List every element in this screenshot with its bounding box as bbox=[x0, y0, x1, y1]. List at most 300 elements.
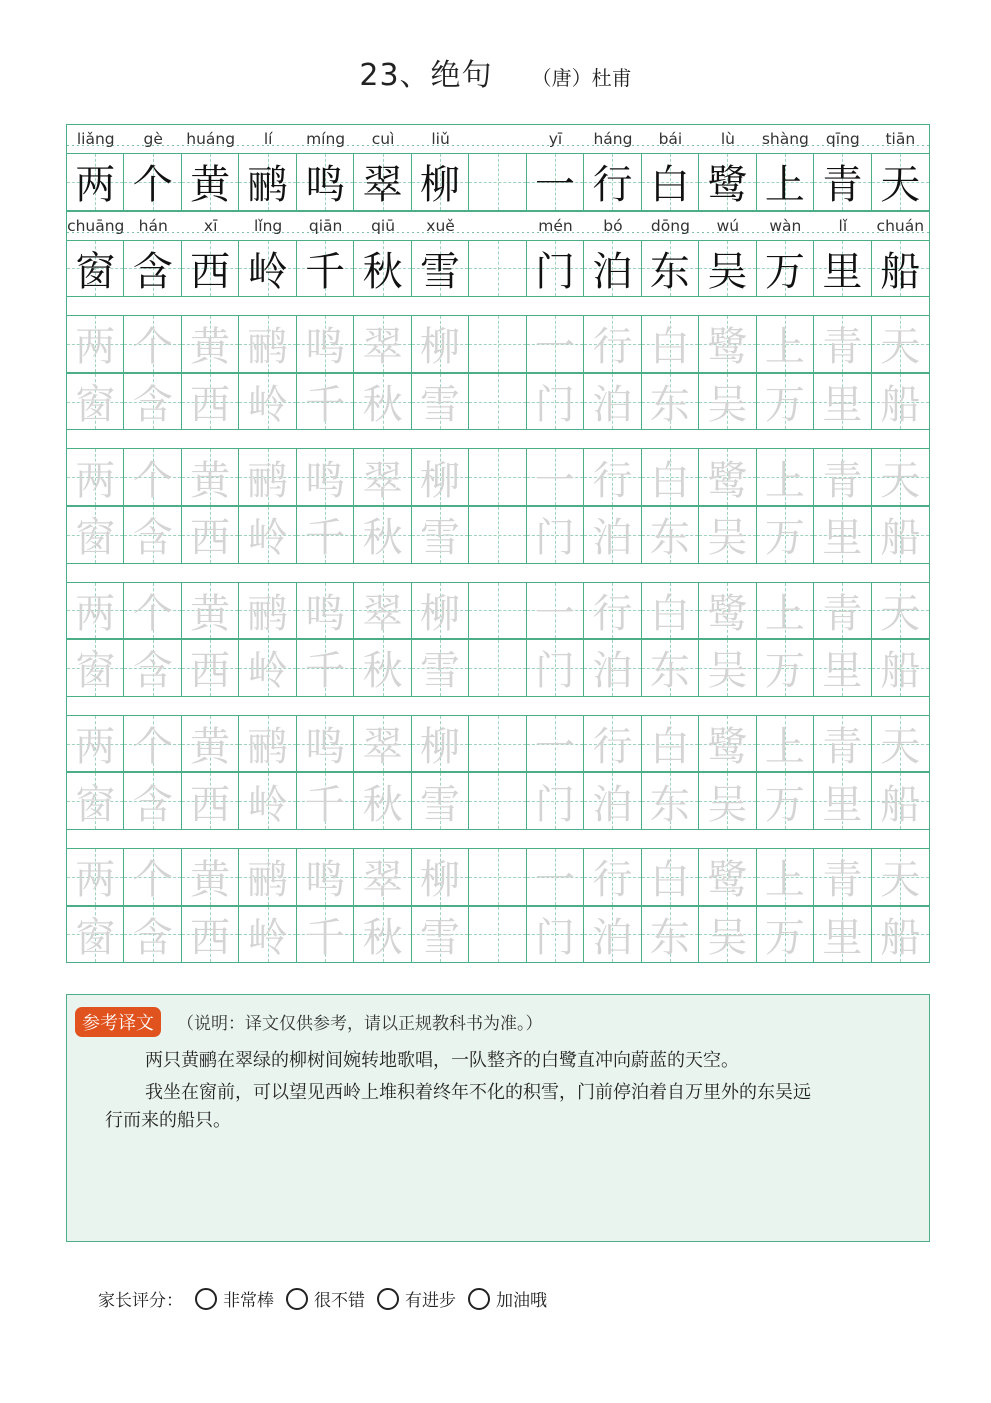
radio-circle-icon[interactable] bbox=[377, 1288, 399, 1310]
trace-cell[interactable] bbox=[124, 449, 181, 505]
trace-cell[interactable] bbox=[814, 316, 871, 372]
trace-cell[interactable] bbox=[584, 374, 641, 430]
trace-cell[interactable] bbox=[297, 849, 354, 905]
trace-cell[interactable] bbox=[67, 773, 124, 829]
trace-char: 西 bbox=[190, 914, 231, 961]
trace-char: 个 bbox=[132, 324, 173, 371]
trace-cell[interactable] bbox=[354, 716, 411, 772]
trace-char: 天 bbox=[880, 857, 921, 904]
trace-cell[interactable] bbox=[699, 907, 756, 963]
trace-cell[interactable] bbox=[412, 773, 469, 829]
trace-char: 泊 bbox=[592, 515, 633, 562]
trace-char: 船 bbox=[880, 515, 921, 562]
char-cell bbox=[757, 241, 814, 297]
trace-char: 窗 bbox=[75, 382, 116, 429]
trace-char: 一 bbox=[534, 857, 575, 904]
trace-char: 窗 bbox=[75, 515, 116, 562]
trace-cell[interactable] bbox=[814, 449, 871, 505]
pinyin-cell: huáng bbox=[186, 130, 236, 148]
trace-cell[interactable] bbox=[527, 449, 584, 505]
trace-cell[interactable] bbox=[67, 849, 124, 905]
trace-row bbox=[66, 639, 930, 697]
trace-char: 翠 bbox=[362, 457, 403, 504]
trace-cell[interactable] bbox=[67, 449, 124, 505]
trace-cell[interactable] bbox=[239, 640, 296, 696]
trace-char: 含 bbox=[132, 781, 173, 828]
pinyin-cell: qīng bbox=[825, 130, 860, 148]
trace-cell[interactable] bbox=[354, 907, 411, 963]
trace-cell[interactable] bbox=[642, 907, 699, 963]
trace-cell[interactable] bbox=[699, 849, 756, 905]
model-char: 雪 bbox=[420, 248, 461, 295]
trace-cell[interactable] bbox=[67, 316, 124, 372]
trace-cell[interactable] bbox=[354, 640, 411, 696]
trace-cell[interactable] bbox=[182, 849, 239, 905]
trace-cell[interactable] bbox=[642, 507, 699, 563]
trace-char: 柳 bbox=[420, 324, 461, 371]
trace-cell[interactable] bbox=[412, 374, 469, 430]
pinyin-cell: chuāng bbox=[67, 216, 125, 235]
trace-cell[interactable] bbox=[354, 507, 411, 563]
model-char: 秋 bbox=[362, 248, 403, 295]
trace-cell[interactable] bbox=[699, 316, 756, 372]
trace-cell[interactable] bbox=[872, 316, 929, 372]
model-char: 里 bbox=[822, 248, 863, 295]
trace-cell[interactable] bbox=[354, 849, 411, 905]
trace-char: 鹂 bbox=[247, 324, 288, 371]
trace-char: 黄 bbox=[190, 590, 231, 637]
pinyin-cell bbox=[469, 212, 526, 240]
trace-char: 西 bbox=[190, 648, 231, 695]
trace-char: 吴 bbox=[707, 515, 748, 562]
trace-cell[interactable] bbox=[642, 374, 699, 430]
trace-char: 青 bbox=[822, 857, 863, 904]
trace-cell[interactable] bbox=[527, 374, 584, 430]
model-char: 行 bbox=[592, 162, 633, 209]
trace-char: 行 bbox=[592, 857, 633, 904]
trace-cell[interactable] bbox=[182, 316, 239, 372]
trace-cell[interactable] bbox=[182, 449, 239, 505]
trace-char: 东 bbox=[649, 781, 690, 828]
trace-char: 鹭 bbox=[707, 724, 748, 771]
trace-char: 吴 bbox=[707, 382, 748, 429]
model-char: 鸣 bbox=[305, 162, 346, 209]
trace-cell[interactable] bbox=[182, 773, 239, 829]
trace-char: 翠 bbox=[362, 857, 403, 904]
char-cell bbox=[699, 241, 756, 297]
trace-cell[interactable] bbox=[469, 907, 526, 963]
practice-grid bbox=[66, 124, 930, 963]
trace-cell[interactable] bbox=[584, 716, 641, 772]
trace-cell[interactable] bbox=[67, 640, 124, 696]
trace-cell[interactable] bbox=[872, 374, 929, 430]
trace-char: 上 bbox=[764, 457, 805, 504]
trace-cell[interactable] bbox=[699, 583, 756, 639]
trace-cell[interactable] bbox=[872, 907, 929, 963]
trace-cell[interactable] bbox=[182, 507, 239, 563]
trace-char: 上 bbox=[764, 590, 805, 637]
trace-cell[interactable] bbox=[297, 907, 354, 963]
trace-char: 翠 bbox=[362, 590, 403, 637]
char-cell bbox=[872, 154, 929, 210]
trace-cell[interactable] bbox=[469, 849, 526, 905]
char-cell bbox=[182, 154, 239, 210]
trace-cell[interactable] bbox=[584, 583, 641, 639]
rating-option-good[interactable] bbox=[286, 1286, 365, 1311]
trace-char: 东 bbox=[649, 648, 690, 695]
trace-char: 东 bbox=[649, 382, 690, 429]
trace-cell[interactable] bbox=[469, 374, 526, 430]
translation-paragraph-2-cont: 行而来的船只。 bbox=[105, 1110, 231, 1131]
trace-char: 西 bbox=[190, 515, 231, 562]
pinyin-cell: yī bbox=[548, 130, 563, 148]
trace-char: 鹭 bbox=[707, 324, 748, 371]
trace-char: 秋 bbox=[362, 914, 403, 961]
trace-cell[interactable] bbox=[699, 507, 756, 563]
char-cell bbox=[527, 241, 584, 297]
trace-cell[interactable] bbox=[584, 449, 641, 505]
trace-cell[interactable] bbox=[527, 583, 584, 639]
trace-cell[interactable] bbox=[239, 374, 296, 430]
trace-char: 天 bbox=[880, 590, 921, 637]
trace-cell[interactable] bbox=[67, 507, 124, 563]
trace-cell[interactable] bbox=[297, 583, 354, 639]
trace-cell[interactable] bbox=[354, 449, 411, 505]
trace-cell[interactable] bbox=[297, 773, 354, 829]
trace-char: 个 bbox=[132, 590, 173, 637]
trace-char: 上 bbox=[764, 724, 805, 771]
trace-cell[interactable] bbox=[642, 716, 699, 772]
trace-char: 吴 bbox=[707, 648, 748, 695]
trace-cell[interactable] bbox=[412, 640, 469, 696]
trace-cell[interactable] bbox=[872, 773, 929, 829]
trace-cell[interactable] bbox=[239, 773, 296, 829]
model-char: 窗 bbox=[75, 248, 116, 295]
trace-cell[interactable] bbox=[469, 316, 526, 372]
trace-char: 鸣 bbox=[305, 590, 346, 637]
trace-cell[interactable] bbox=[814, 716, 871, 772]
trace-cell[interactable] bbox=[527, 316, 584, 372]
trace-cell[interactable] bbox=[297, 640, 354, 696]
trace-char: 门 bbox=[534, 781, 575, 828]
trace-cell[interactable] bbox=[124, 507, 181, 563]
trace-cell[interactable] bbox=[182, 583, 239, 639]
trace-cell[interactable] bbox=[412, 849, 469, 905]
trace-cell[interactable] bbox=[814, 907, 871, 963]
trace-char: 千 bbox=[305, 382, 346, 429]
trace-cell[interactable] bbox=[354, 316, 411, 372]
trace-char: 柳 bbox=[420, 590, 461, 637]
trace-char: 里 bbox=[822, 781, 863, 828]
trace-char: 柳 bbox=[420, 724, 461, 771]
pinyin-row-2 bbox=[66, 211, 930, 240]
trace-cell[interactable] bbox=[757, 849, 814, 905]
trace-cell[interactable] bbox=[67, 374, 124, 430]
model-char: 泊 bbox=[592, 248, 633, 295]
trace-char: 一 bbox=[534, 724, 575, 771]
trace-cell[interactable] bbox=[412, 583, 469, 639]
pinyin-cell: lǐ bbox=[838, 216, 848, 235]
trace-cell[interactable] bbox=[412, 507, 469, 563]
trace-row bbox=[66, 315, 930, 373]
trace-cell[interactable] bbox=[124, 583, 181, 639]
trace-cell[interactable] bbox=[757, 716, 814, 772]
model-char: 翠 bbox=[362, 162, 403, 209]
trace-cell[interactable] bbox=[814, 640, 871, 696]
pinyin-cell: gè bbox=[143, 130, 163, 148]
trace-cell[interactable] bbox=[584, 773, 641, 829]
trace-char: 万 bbox=[764, 781, 805, 828]
rating-option-label: 有进步 bbox=[405, 1291, 456, 1311]
trace-cell[interactable] bbox=[239, 907, 296, 963]
trace-char: 万 bbox=[764, 515, 805, 562]
pinyin-cell: bái bbox=[658, 130, 683, 148]
trace-cell[interactable] bbox=[814, 374, 871, 430]
trace-cell[interactable] bbox=[757, 773, 814, 829]
trace-cell[interactable] bbox=[297, 449, 354, 505]
trace-char: 行 bbox=[592, 724, 633, 771]
pinyin-cell: dōng bbox=[650, 216, 690, 235]
trace-cell[interactable] bbox=[527, 907, 584, 963]
trace-cell[interactable] bbox=[124, 907, 181, 963]
trace-cell[interactable] bbox=[412, 716, 469, 772]
trace-cell[interactable] bbox=[814, 773, 871, 829]
trace-char: 翠 bbox=[362, 724, 403, 771]
pinyin-cell: chuán bbox=[876, 216, 925, 235]
char-row-1 bbox=[66, 153, 930, 211]
trace-cell[interactable] bbox=[67, 716, 124, 772]
model-char: 门 bbox=[534, 248, 575, 295]
poem-author: （唐）杜甫 bbox=[531, 66, 632, 90]
trace-cell[interactable] bbox=[124, 716, 181, 772]
trace-cell[interactable] bbox=[872, 849, 929, 905]
trace-cell[interactable] bbox=[124, 374, 181, 430]
trace-char: 雪 bbox=[420, 382, 461, 429]
trace-char: 岭 bbox=[247, 515, 288, 562]
trace-cell[interactable] bbox=[527, 640, 584, 696]
trace-cell[interactable] bbox=[699, 374, 756, 430]
trace-char: 鸣 bbox=[305, 457, 346, 504]
trace-cell[interactable] bbox=[642, 449, 699, 505]
trace-char: 黄 bbox=[190, 724, 231, 771]
trace-cell[interactable] bbox=[757, 374, 814, 430]
page-title bbox=[0, 50, 991, 94]
trace-char: 柳 bbox=[420, 457, 461, 504]
trace-cell[interactable] bbox=[872, 449, 929, 505]
trace-cell[interactable] bbox=[239, 316, 296, 372]
trace-cell[interactable] bbox=[757, 907, 814, 963]
trace-cell[interactable] bbox=[584, 316, 641, 372]
trace-row bbox=[66, 506, 930, 564]
trace-char: 青 bbox=[822, 324, 863, 371]
char-cell bbox=[124, 241, 181, 297]
trace-cell[interactable] bbox=[872, 507, 929, 563]
trace-char: 西 bbox=[190, 382, 231, 429]
char-cell bbox=[699, 154, 756, 210]
char-cell bbox=[67, 241, 124, 297]
rating-option-keep-going[interactable] bbox=[468, 1286, 547, 1311]
trace-char: 鹂 bbox=[247, 457, 288, 504]
trace-char: 鹂 bbox=[247, 590, 288, 637]
trace-cell[interactable] bbox=[182, 907, 239, 963]
char-cell bbox=[642, 154, 699, 210]
trace-char: 门 bbox=[534, 515, 575, 562]
model-char: 西 bbox=[190, 248, 231, 295]
pinyin-cell: bó bbox=[603, 216, 623, 235]
trace-cell[interactable] bbox=[182, 716, 239, 772]
trace-char: 万 bbox=[764, 382, 805, 429]
trace-char: 船 bbox=[880, 382, 921, 429]
model-char: 鹭 bbox=[707, 162, 748, 209]
rating-option-improved[interactable] bbox=[377, 1286, 456, 1311]
trace-cell[interactable] bbox=[469, 449, 526, 505]
trace-cell[interactable] bbox=[642, 640, 699, 696]
char-cell bbox=[412, 241, 469, 297]
trace-cell[interactable] bbox=[584, 907, 641, 963]
rating-option-label: 很不错 bbox=[314, 1291, 365, 1311]
model-char: 白 bbox=[649, 162, 690, 209]
trace-cell[interactable] bbox=[814, 849, 871, 905]
trace-cell[interactable] bbox=[297, 716, 354, 772]
trace-char: 秋 bbox=[362, 648, 403, 695]
trace-cell[interactable] bbox=[354, 374, 411, 430]
trace-cell[interactable] bbox=[814, 583, 871, 639]
trace-cell[interactable] bbox=[584, 640, 641, 696]
trace-cell[interactable] bbox=[239, 507, 296, 563]
trace-cell[interactable] bbox=[642, 316, 699, 372]
trace-cell[interactable] bbox=[527, 849, 584, 905]
trace-cell[interactable] bbox=[642, 849, 699, 905]
trace-char: 里 bbox=[822, 648, 863, 695]
trace-char: 秋 bbox=[362, 382, 403, 429]
trace-cell[interactable] bbox=[584, 507, 641, 563]
trace-cell[interactable] bbox=[412, 316, 469, 372]
trace-cell[interactable] bbox=[699, 773, 756, 829]
trace-char: 秋 bbox=[362, 515, 403, 562]
radio-circle-icon[interactable] bbox=[468, 1288, 490, 1310]
trace-cell[interactable] bbox=[469, 773, 526, 829]
trace-cell[interactable] bbox=[469, 507, 526, 563]
trace-char: 门 bbox=[534, 914, 575, 961]
trace-cell[interactable] bbox=[239, 583, 296, 639]
trace-cell[interactable] bbox=[527, 716, 584, 772]
trace-cell[interactable] bbox=[699, 449, 756, 505]
trace-char: 一 bbox=[534, 457, 575, 504]
trace-cell[interactable] bbox=[354, 773, 411, 829]
trace-cell[interactable] bbox=[67, 907, 124, 963]
model-char: 一 bbox=[534, 162, 575, 209]
trace-cell[interactable] bbox=[757, 449, 814, 505]
model-char: 柳 bbox=[420, 162, 461, 209]
trace-cell[interactable] bbox=[699, 716, 756, 772]
trace-cell[interactable] bbox=[469, 583, 526, 639]
rating-option-excellent[interactable] bbox=[195, 1286, 274, 1311]
parent-rating bbox=[98, 1286, 547, 1311]
trace-char: 雪 bbox=[420, 914, 461, 961]
trace-cell[interactable] bbox=[584, 849, 641, 905]
row-gap bbox=[66, 430, 930, 448]
trace-cell[interactable] bbox=[297, 507, 354, 563]
trace-cell[interactable] bbox=[124, 316, 181, 372]
trace-cell[interactable] bbox=[124, 849, 181, 905]
trace-cell[interactable] bbox=[239, 716, 296, 772]
trace-char: 一 bbox=[534, 590, 575, 637]
trace-cell[interactable] bbox=[814, 507, 871, 563]
char-cell bbox=[584, 241, 641, 297]
trace-cell[interactable] bbox=[182, 374, 239, 430]
trace-char: 天 bbox=[880, 724, 921, 771]
trace-cell[interactable] bbox=[239, 849, 296, 905]
trace-cell[interactable] bbox=[412, 907, 469, 963]
trace-char: 千 bbox=[305, 515, 346, 562]
trace-cell[interactable] bbox=[872, 640, 929, 696]
model-char: 千 bbox=[305, 248, 346, 295]
model-char: 天 bbox=[880, 162, 921, 209]
trace-char: 上 bbox=[764, 324, 805, 371]
rating-label: 家长评分： bbox=[98, 1291, 183, 1311]
trace-char: 白 bbox=[649, 724, 690, 771]
char-cell bbox=[814, 154, 871, 210]
trace-cell[interactable] bbox=[412, 449, 469, 505]
trace-char: 里 bbox=[822, 382, 863, 429]
row-gap bbox=[66, 697, 930, 715]
trace-char: 鹭 bbox=[707, 857, 748, 904]
char-row-2 bbox=[66, 240, 930, 298]
trace-cell[interactable] bbox=[239, 449, 296, 505]
trace-char: 吴 bbox=[707, 914, 748, 961]
trace-cell[interactable] bbox=[757, 583, 814, 639]
trace-char: 行 bbox=[592, 457, 633, 504]
char-cell bbox=[584, 154, 641, 210]
trace-char: 白 bbox=[649, 857, 690, 904]
trace-char: 千 bbox=[305, 781, 346, 828]
radio-circle-icon[interactable] bbox=[195, 1288, 217, 1310]
trace-char: 柳 bbox=[420, 857, 461, 904]
trace-cell[interactable] bbox=[124, 773, 181, 829]
trace-char: 青 bbox=[822, 590, 863, 637]
trace-cell[interactable] bbox=[642, 583, 699, 639]
trace-cell[interactable] bbox=[297, 374, 354, 430]
trace-cell[interactable] bbox=[527, 773, 584, 829]
trace-cell[interactable] bbox=[354, 583, 411, 639]
trace-cell[interactable] bbox=[642, 773, 699, 829]
radio-circle-icon[interactable] bbox=[286, 1288, 308, 1310]
trace-char: 两 bbox=[75, 457, 116, 504]
trace-cell[interactable] bbox=[297, 316, 354, 372]
trace-cell[interactable] bbox=[67, 583, 124, 639]
trace-cell[interactable] bbox=[872, 583, 929, 639]
trace-cell[interactable] bbox=[699, 640, 756, 696]
pinyin-cell: liǎng bbox=[76, 130, 115, 148]
trace-cell[interactable] bbox=[757, 507, 814, 563]
trace-cell[interactable] bbox=[124, 640, 181, 696]
trace-cell[interactable] bbox=[182, 640, 239, 696]
trace-char: 青 bbox=[822, 457, 863, 504]
trace-char: 含 bbox=[132, 914, 173, 961]
char-cell bbox=[239, 154, 296, 210]
trace-cell[interactable] bbox=[872, 716, 929, 772]
trace-cell[interactable] bbox=[757, 640, 814, 696]
trace-cell[interactable] bbox=[757, 316, 814, 372]
model-char: 鹂 bbox=[247, 162, 288, 209]
model-char: 含 bbox=[132, 248, 173, 295]
trace-cell[interactable] bbox=[469, 640, 526, 696]
trace-cell[interactable] bbox=[527, 507, 584, 563]
trace-cell[interactable] bbox=[469, 716, 526, 772]
trace-char: 鸣 bbox=[305, 857, 346, 904]
trace-char: 青 bbox=[822, 724, 863, 771]
pinyin-cell: xī bbox=[203, 216, 218, 235]
